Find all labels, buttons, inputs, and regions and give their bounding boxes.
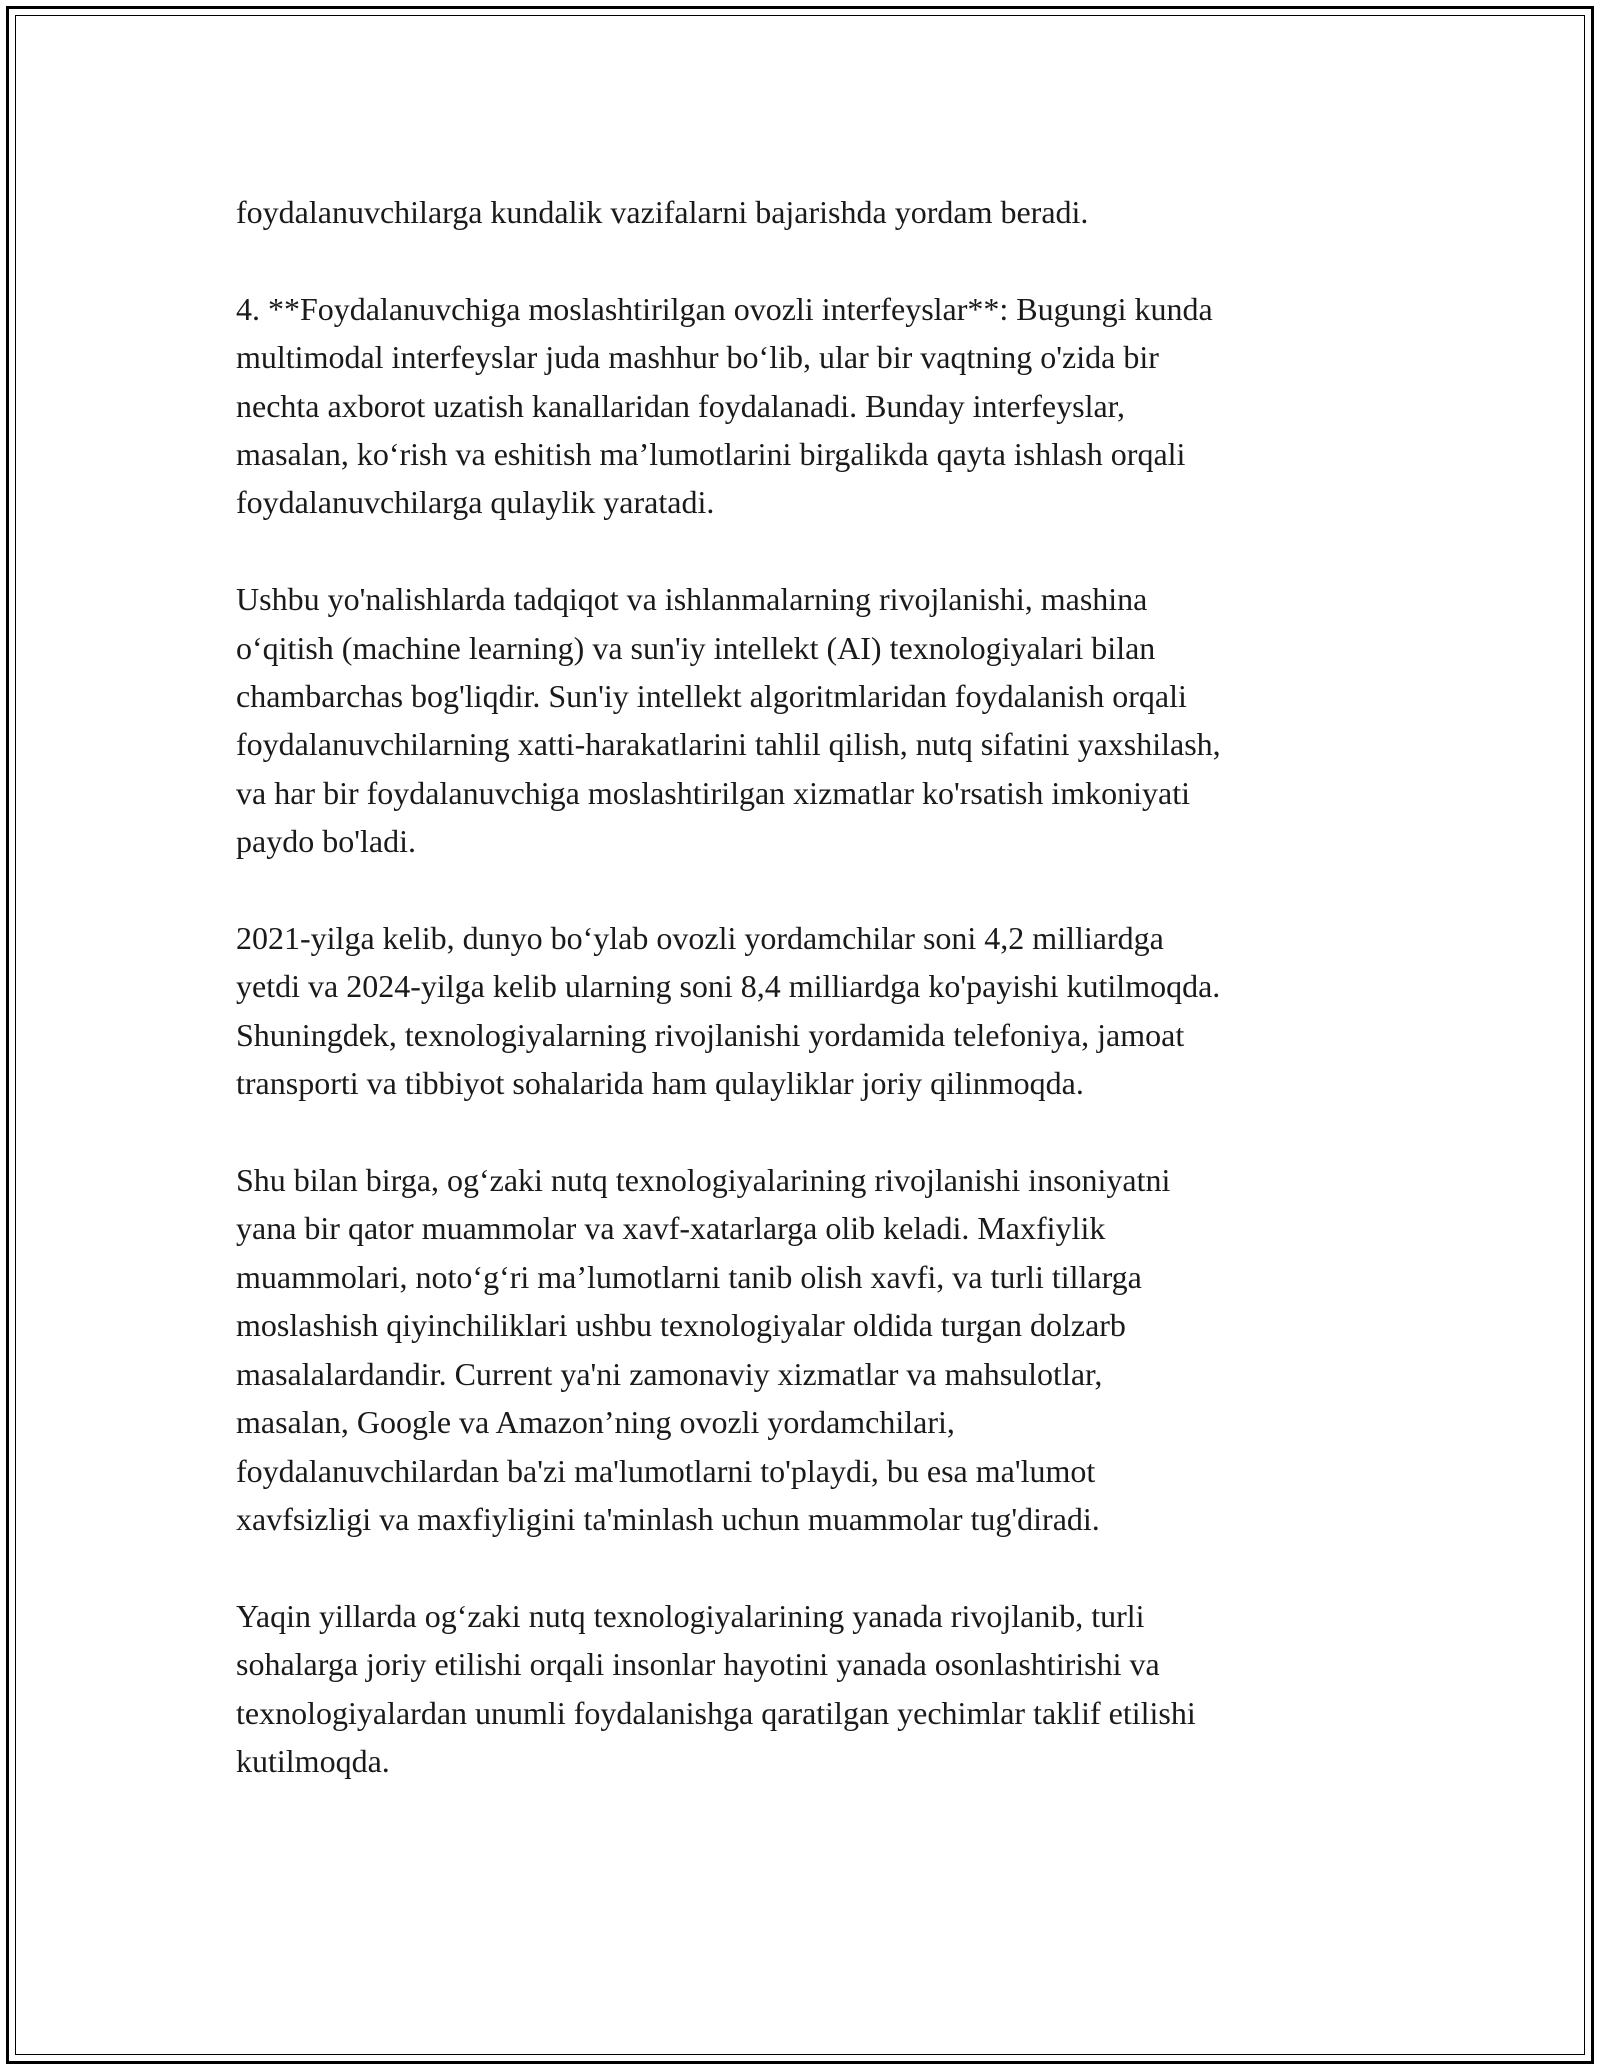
paragraph-statistics: 2021-yilga kelib, dunyo bo‘ylab ovozli yordamchilar soni 4,2 milliardga yetdi va 2024-yilga kelib ularning soni 8,4 milliardga ko'payishi kutilmoqda. Shuningdek, texnologiyalarning rivojlanishi yordamida telefoniya, jamoat transporti va tibbiyot sohalarida ham qulayliklar joriy qilinmoqda. bbox=[236, 920, 1221, 1102]
paragraph-continuation: foydalanuvchilarga kundalik vazifalarni bajarishda yordam beradi. bbox=[236, 194, 1089, 230]
paragraph-ml-ai: Ushbu yo'nalishlarda tadqiqot va ishlanmalarning rivojlanishi, mashina o‘qitish (machine learning) va sun'iy intellekt (AI) texnologiyalari bilan chambarchas bog'liqdir. Sun'iy intellekt algoritmlaridan foydalanish orqali foydalanuvchilarning xatti-harakatlarini tahlil qilish, nutq sifatini yaxshilash, va har bir foydalanuvchiga moslashtirilgan xizmatlar ko'rsatish imkoniyati paydo bo'ladi. bbox=[236, 581, 1221, 860]
document-body bbox=[236, 188, 1376, 1785]
paragraph-risks: Shu bilan birga, og‘zaki nutq texnologiyalarining rivojlanishi insoniyatni yana bir qator muammolar va xavf-xatarlarga olib keladi. Maxfiylik muammolari, noto‘g‘ri ma’lumotlarni tanib olish xavfi, va turli tillarga moslashish qiyinchiliklari ushbu texnologiyalar oldida turgan dolzarb masalalardandir. Current ya'ni zamonaviy xizmatlar va mahsulotlar, masalan, Google va Amazon’ning ovozli yordamchilari, foydalanuvchilardan ba'zi ma'lumotlarni to'playdi, bu esa ma'lumot xavfsizligi va maxfiyligini ta'minlash uchun muammolar tug'diradi. bbox=[236, 1162, 1171, 1537]
paragraph-outlook: Yaqin yillarda og‘zaki nutq texnologiyalarining yanada rivojlanib, turli sohalarga joriy etilishi orqali insonlar hayotini yanada osonlashtirishi va texnologiyalardan unumli foydalanishga qaratilgan yechimlar taklif etilishi kutilmoqda. bbox=[236, 1597, 1196, 1779]
paragraph-voice-interfaces: 4. **Foydalanuvchiga moslashtirilgan ovozli interfeyslar**: Bugungi kunda multimodal interfeyslar juda mashhur bo‘lib, ular bir vaqtning o'zida bir nechta axborot uzatish kanallaridan foydalanadi. Bunday interfeyslar, masalan, ko‘rish va eshitish ma’lumotlarini birgalikda qayta ishlash orqali foydalanuvchilarga qulaylik yaratadi. bbox=[236, 290, 1213, 521]
